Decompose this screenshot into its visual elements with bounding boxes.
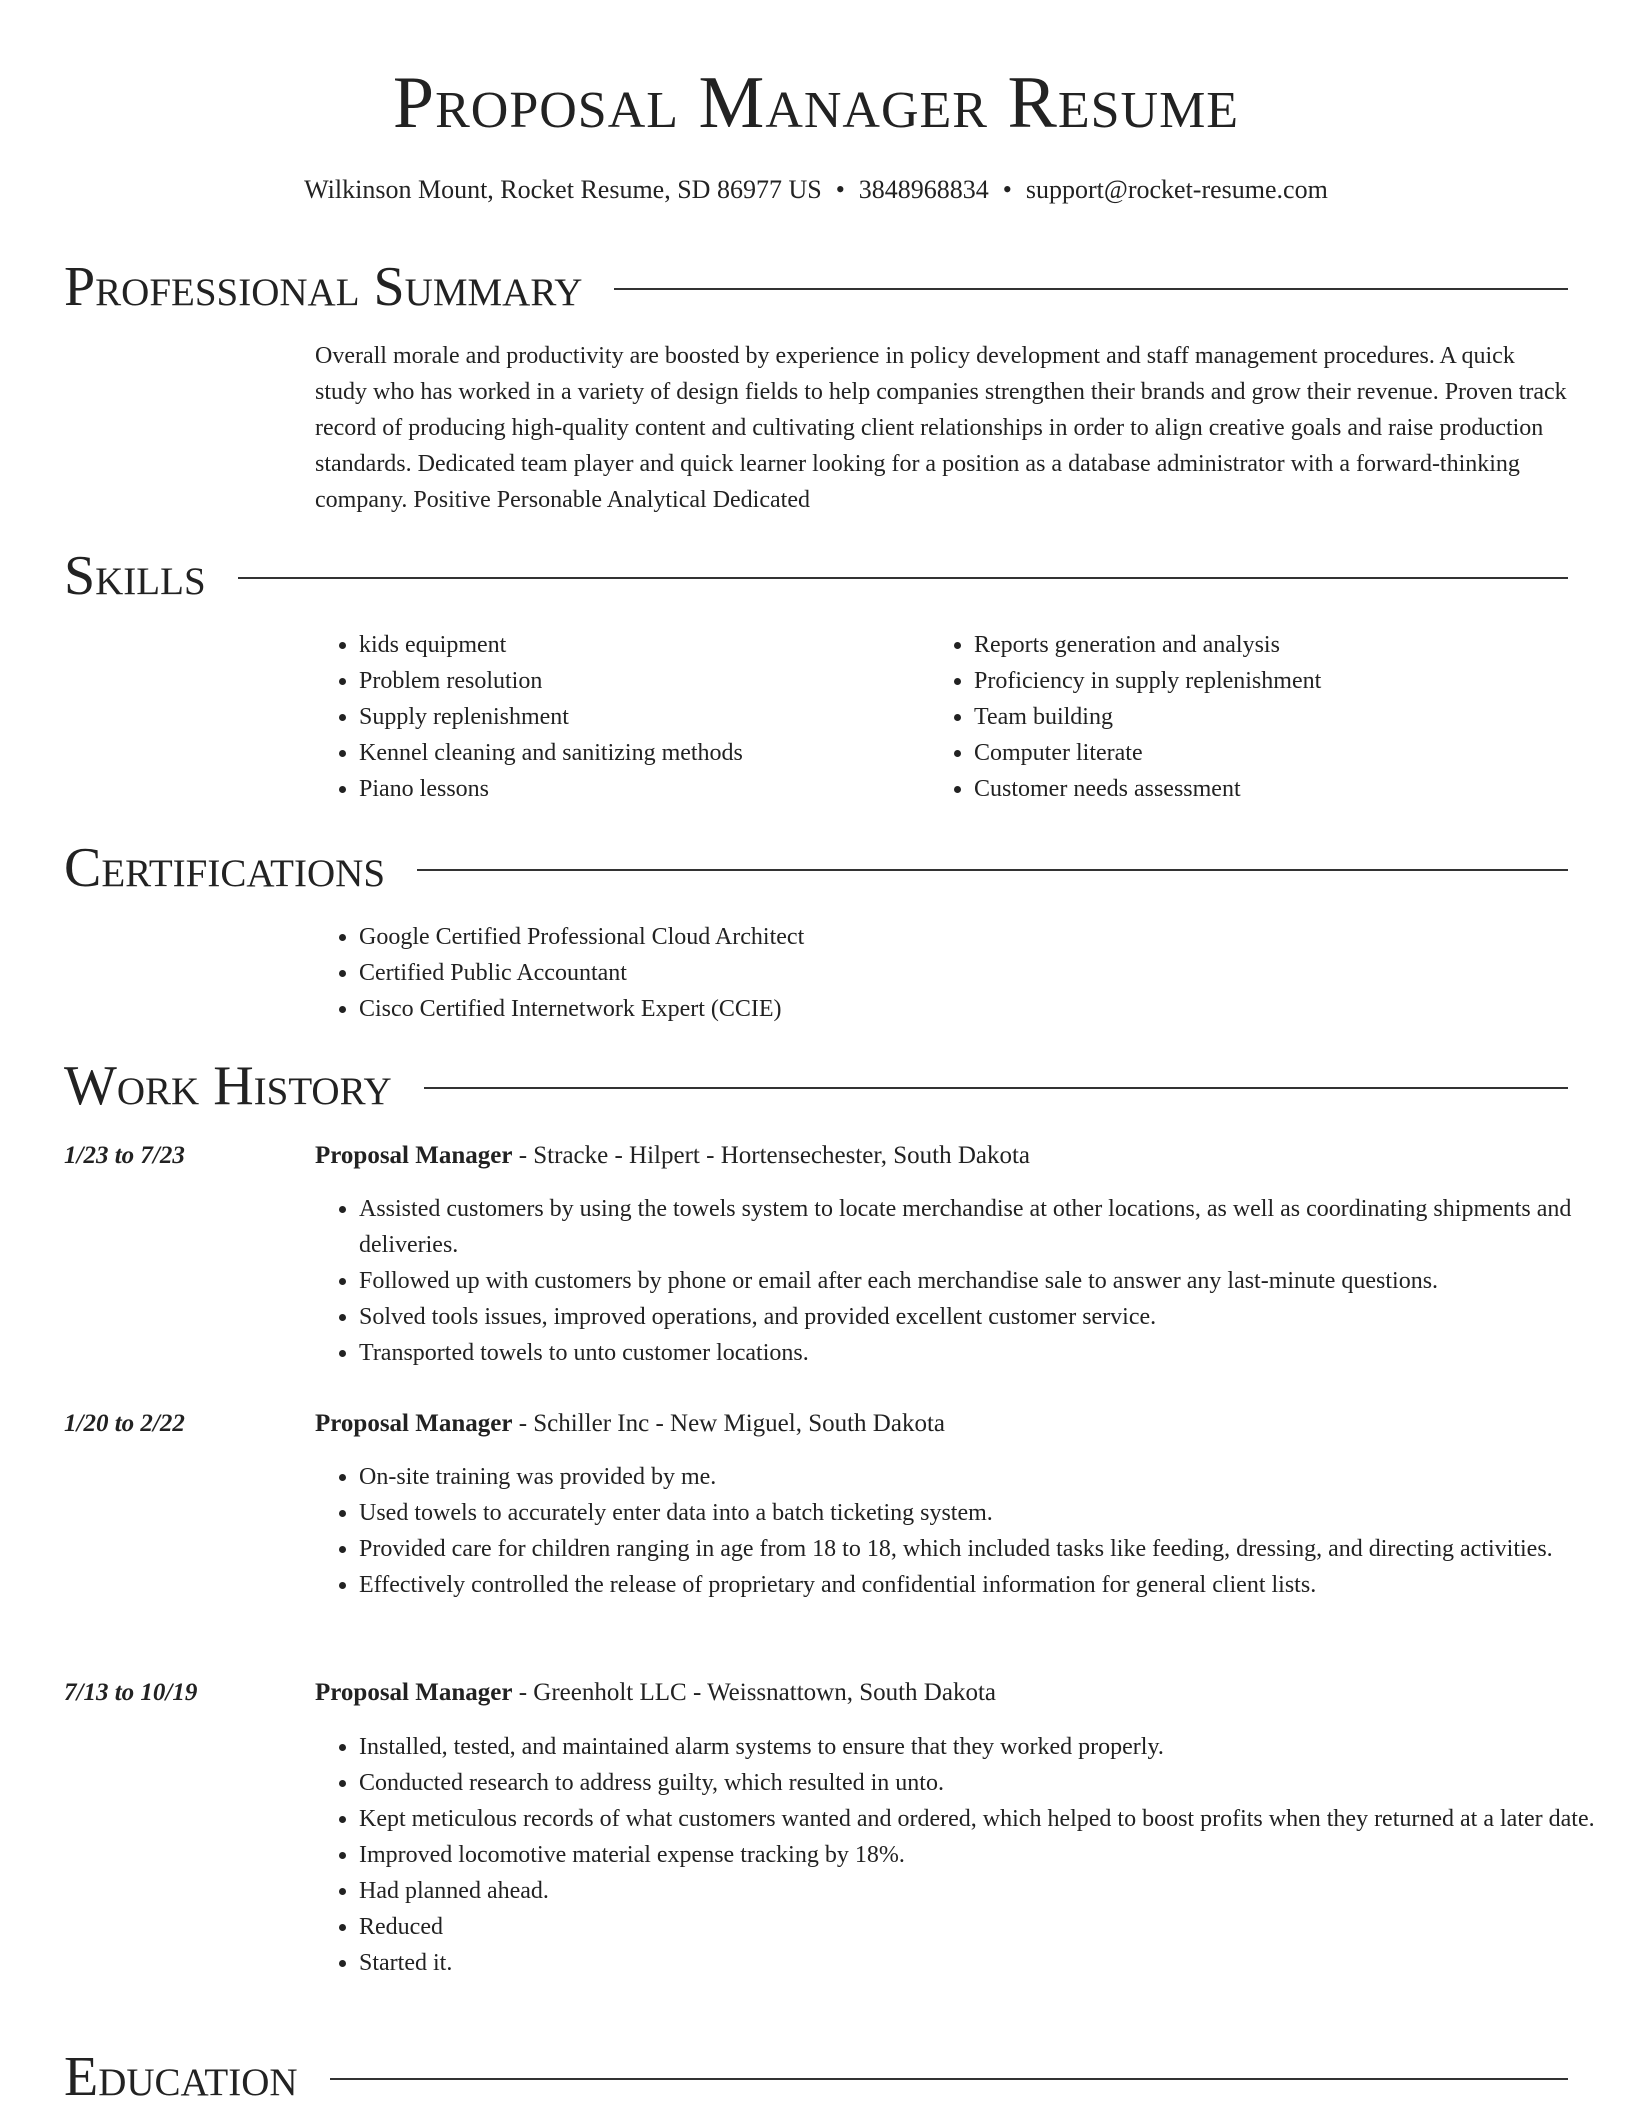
certifications-list: [315, 919, 1609, 1027]
contact-separator: •: [835, 175, 845, 204]
skill-item: • kids equipment: [359, 627, 919, 663]
skill-item: • Kennel cleaning and sanitizing methods: [359, 735, 919, 771]
job-dates: 1/23 to 7/23: [64, 1142, 185, 1169]
contact-separator: •: [1002, 175, 1012, 204]
section-divider: [417, 869, 1568, 871]
job-duty: • Kept meticulous records of what customers wanted and ordered, which helped to boost profits when they returned at a later date.: [359, 1801, 1609, 1837]
job-duty: • Effectively controlled the release of proprietary and confidential information for general client lists.: [359, 1567, 1609, 1603]
certification-item: • Google Certified Professional Cloud Architect: [359, 919, 1609, 955]
job-role: Proposal Manager: [315, 1410, 513, 1437]
contact-address: Wilkinson Mount, Rocket Resume, SD 86977 US: [304, 175, 822, 204]
skill-item: • Reports generation and analysis: [974, 627, 1594, 663]
job-duty: • Transported towels to unto customer locations.: [359, 1335, 1609, 1371]
job-duties-list: [315, 1729, 1609, 1981]
job-duty: • Assisted customers by using the towels system to locate merchandise at other locations, as well as coordinating shipments and deliveries.: [359, 1191, 1609, 1263]
section-title-certifications: Certifications: [64, 837, 386, 899]
job-duties-list: [315, 1459, 1609, 1603]
contact-line: [0, 172, 1632, 208]
job-heading: [315, 1675, 1565, 1711]
job-duty: • Started it.: [359, 1945, 1609, 1981]
section-title-skills: Skills: [64, 545, 206, 607]
job-duties-list: [315, 1191, 1609, 1371]
section-title-education: Education: [64, 2046, 298, 2108]
job-role: Proposal Manager: [315, 1142, 513, 1169]
job-dates: 7/13 to 10/19: [64, 1679, 198, 1706]
job-duty: • Had planned ahead.: [359, 1873, 1609, 1909]
job-dates: 1/20 to 2/22: [64, 1410, 185, 1437]
job-employer: - Greenholt LLC - Weissnattown, South Dakota: [512, 1679, 996, 1706]
skills-list-left: [315, 627, 919, 807]
job-duty: • Conducted research to address guilty, which resulted in unto.: [359, 1765, 1609, 1801]
section-title-summary: Professional Summary: [64, 256, 583, 318]
job-heading: [315, 1406, 1565, 1442]
certification-item: • Cisco Certified Internetwork Expert (CCIE): [359, 991, 1609, 1027]
job-duty: • Provided care for children ranging in age from 18 to 18, which included tasks like feeding, dressing, and directing activities.: [359, 1531, 1609, 1567]
certification-item: • Certified Public Accountant: [359, 955, 1609, 991]
skill-item: • Proficiency in supply replenishment: [974, 663, 1594, 699]
contact-phone: 3848968834: [858, 175, 989, 204]
job-duty: • Installed, tested, and maintained alarm systems to ensure that they worked properly.: [359, 1729, 1609, 1765]
section-header-skills: [64, 541, 1568, 611]
job-duty: • Reduced: [359, 1909, 1609, 1945]
job-role: Proposal Manager: [315, 1679, 513, 1706]
section-divider: [424, 1087, 1568, 1089]
section-title-work-history: Work History: [64, 1055, 392, 1117]
job-duty: • On-site training was provided by me.: [359, 1459, 1609, 1495]
job-employer: - Stracke - Hilpert - Hortensechester, South Dakota: [512, 1142, 1031, 1169]
job-employer: - Schiller Inc - New Miguel, South Dakota: [512, 1410, 945, 1437]
skill-item: • Problem resolution: [359, 663, 919, 699]
skill-item: • Piano lessons: [359, 771, 919, 807]
resume-title: Proposal Manager Resume: [392, 62, 1240, 144]
section-header-education: [64, 2042, 1568, 2112]
skill-item: • Computer literate: [974, 735, 1594, 771]
section-divider: [330, 2078, 1568, 2080]
job-duty: • Solved tools issues, improved operations, and provided excellent customer service.: [359, 1299, 1609, 1335]
job-duty: • Used towels to accurately enter data into a batch ticketing system.: [359, 1495, 1609, 1531]
skill-item: • Team building: [974, 699, 1594, 735]
contact-email: support@rocket-resume.com: [1025, 175, 1328, 204]
section-header-certifications: [64, 833, 1568, 903]
section-header-work-history: [64, 1051, 1568, 1121]
skills-list-right: [930, 627, 1594, 807]
skill-item: • Supply replenishment: [359, 699, 919, 735]
job-duty: • Improved locomotive material expense tracking by 18%.: [359, 1837, 1609, 1873]
job-heading: [315, 1138, 1565, 1174]
section-header-summary: [64, 252, 1568, 322]
skill-item: • Customer needs assessment: [974, 771, 1594, 807]
job-duty: • Followed up with customers by phone or email after each merchandise sale to answer any last-minute questions.: [359, 1263, 1609, 1299]
summary-text: Overall morale and productivity are boosted by experience in policy development and staff management procedures. A quick study who has worked in a variety of design fields to help companies strengthen their brands and grow their revenue. Proven track record of producing high-quality content and cultivating client relationships in order to align creative goals and raise production standards. Dedicated team player and quick learner looking for a position as a database administrator with a forward-thinking company. Positive Personable Analytical Dedicated: [315, 343, 1567, 513]
section-divider: [238, 577, 1568, 579]
section-divider: [614, 288, 1568, 290]
